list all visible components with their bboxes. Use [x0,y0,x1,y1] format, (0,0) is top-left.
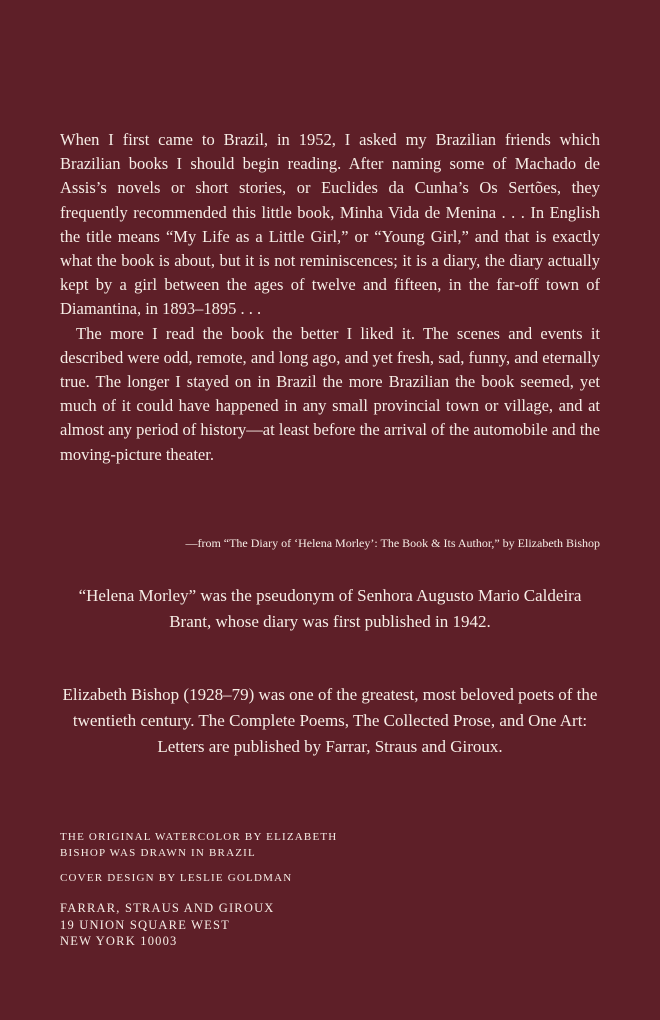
publisher-city: NEW YORK 10003 [60,934,178,948]
watercolor-credit [60,829,420,861]
cover-design-credit [60,870,420,886]
quote-paragraph-1: When I first came to Brazil, in 1952, I asked my Brazilian friends which Brazilian books I should begin reading. After naming some of Machado de Assis’s novels or short stories, or Euclides da Cunha’s Os Sertões, they frequently recommended this little book, Minha Vida de Menina . . . In English the title means “My Life as a Little Girl,” or “Young Girl,” and that is exactly what the book is about, but it is not reminiscences; it is a diary, the diary actually kept by a girl between the ages of twelve and fifteen, in the far-off town of Diamantina, in 1893–1895 . . . [60,130,600,319]
publisher-address [60,900,420,950]
publisher-name: FARRAR, STRAUS AND GIROUX [60,901,275,915]
quote-paragraph-2: The more I read the book the better I liked it. The scenes and events it described were odd, remote, and long ago, and yet fresh, sad, funny, and eternally true. The longer I stayed on in Brazil the more Brazilian the book seemed, yet much of it could have happened in any small provincial town or village, and at almost any period of history—at least before the arrival of the automobile and the moving-picture theater. [60,323,600,464]
watercolor-credit-line-2: BISHOP WAS DRAWN IN BRAZIL [60,847,256,859]
publisher-street: 19 UNION SQUARE WEST [60,917,230,932]
elizabeth-bishop-note: Elizabeth Bishop (1928–79) was one of the greatest, most beloved poets of the twentieth century. The Complete Poems, The Collected Prose, and One Art: Letters are published by Farrar, Straus and Giroux. [62,685,598,756]
quote-block [60,128,600,467]
helena-morley-note: “Helena Morley” was the pseudonym of Senhora Augusto Mario Caldeira Brant, whose diary was first published in 1942. [78,586,582,631]
quote-attribution: —from “The Diary of ‘Helena Morley’: The Book & Its Author,” by Elizabeth Bishop [185,536,600,550]
watercolor-credit-line-1: THE ORIGINAL WATERCOLOR BY ELIZABETH [60,831,338,843]
cover-design-line: COVER DESIGN BY LESLIE GOLDMAN [60,872,293,884]
